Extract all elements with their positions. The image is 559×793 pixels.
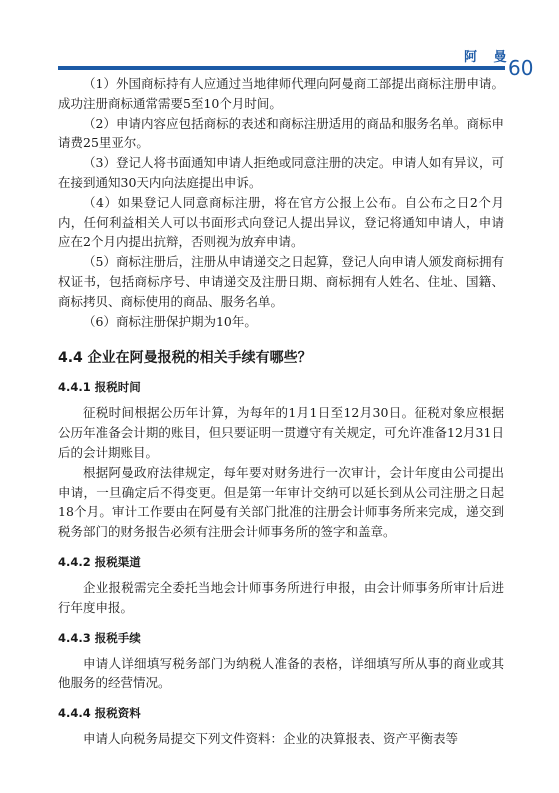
subsection-body-tax-channel: [58, 578, 504, 618]
page-number: 60: [508, 56, 534, 80]
trademark-item-4: （4）如果登记人同意商标注册，将在官方公报上公布。自公布之日2个月内，任何利益相关人可以书面形式向登记人提出异议，登记将通知申请人，申请应在2个月内提出抗辩，否则视为放弃申请。: [58, 194, 504, 250]
paragraph: 企业报税需完全委托当地会计师事务所进行申报，由会计师事务所审计后进行年度申报。: [58, 579, 504, 615]
trademark-list: [58, 74, 504, 331]
trademark-item-6: （6）商标注册保护期为10年。: [83, 313, 257, 329]
paragraph: 申请人向税务局提交下列文件资料：企业的决算报表、资产平衡表等: [83, 731, 459, 747]
trademark-item-2: （2）申请内容应包括商标的表述和商标注册适用的商品和服务名单。商标申请费25里亚尔。: [58, 115, 504, 151]
paragraph: 根据阿曼政府法律规定，每年要对财务进行一次审计，会计年度由公司提出申请，一旦确定后不得变更。但是第一年审计交纳可以延长到从公司注册之日起18个月。审计工作要由在阿曼有关部门批准的注册会计师事务所来完成，递交到税务部门的财务报告必须有注册会计师事务所的签字和盖章。: [58, 464, 504, 540]
header-rule: [58, 66, 505, 70]
trademark-item-1: （1）外国商标持有人应通过当地律师代理向阿曼商工部提出商标注册申请。成功注册商标通常需要5至10个月时间。: [58, 76, 504, 111]
page-content: [58, 74, 504, 755]
running-header: 阿 曼: [464, 50, 513, 65]
trademark-item-5: （5）商标注册后，注册从申请递交之日起算，登记人向申请人颁发商标拥有权证书，包括商标序号、申请递交及注册日期、商标拥有人姓名、住址、国籍、商标拷贝、商标使用的商品、服务名单。: [58, 254, 504, 309]
subsection-heading-tax-documents: 4.4.4 报税资料: [58, 706, 141, 721]
subsection-heading-tax-procedure: 4.4.3 报税手续: [58, 630, 141, 645]
subsection-body-tax-documents: [58, 729, 504, 749]
paragraph: 征税时间根据公历年计算，为每年的1月1日至12月30日。征税对象应根据公历年准备会计期的账目，但只要证明一贯遵守有关规定，可允许准备12月31日后的会计期账目。: [58, 405, 504, 460]
paragraph: 申请人详细填写税务部门为纳税人准备的表格，详细填写所从事的商业或其他服务的经营情况。: [58, 655, 504, 691]
subsection-heading-tax-channel: 4.4.2 报税渠道: [58, 554, 141, 569]
subsection-heading-tax-time: 4.4.1 报税时间: [58, 380, 141, 395]
trademark-item-3: （3）登记人将书面通知申请人拒绝或同意注册的决定。申请人如有异议，可在接到通知30天内向法庭提出申诉。: [58, 155, 504, 190]
subsection-body-tax-procedure: [58, 654, 504, 694]
subsection-body-tax-time: [58, 403, 504, 542]
section-heading: 4.4 企业在阿曼报税的相关手续有哪些？: [58, 350, 312, 367]
